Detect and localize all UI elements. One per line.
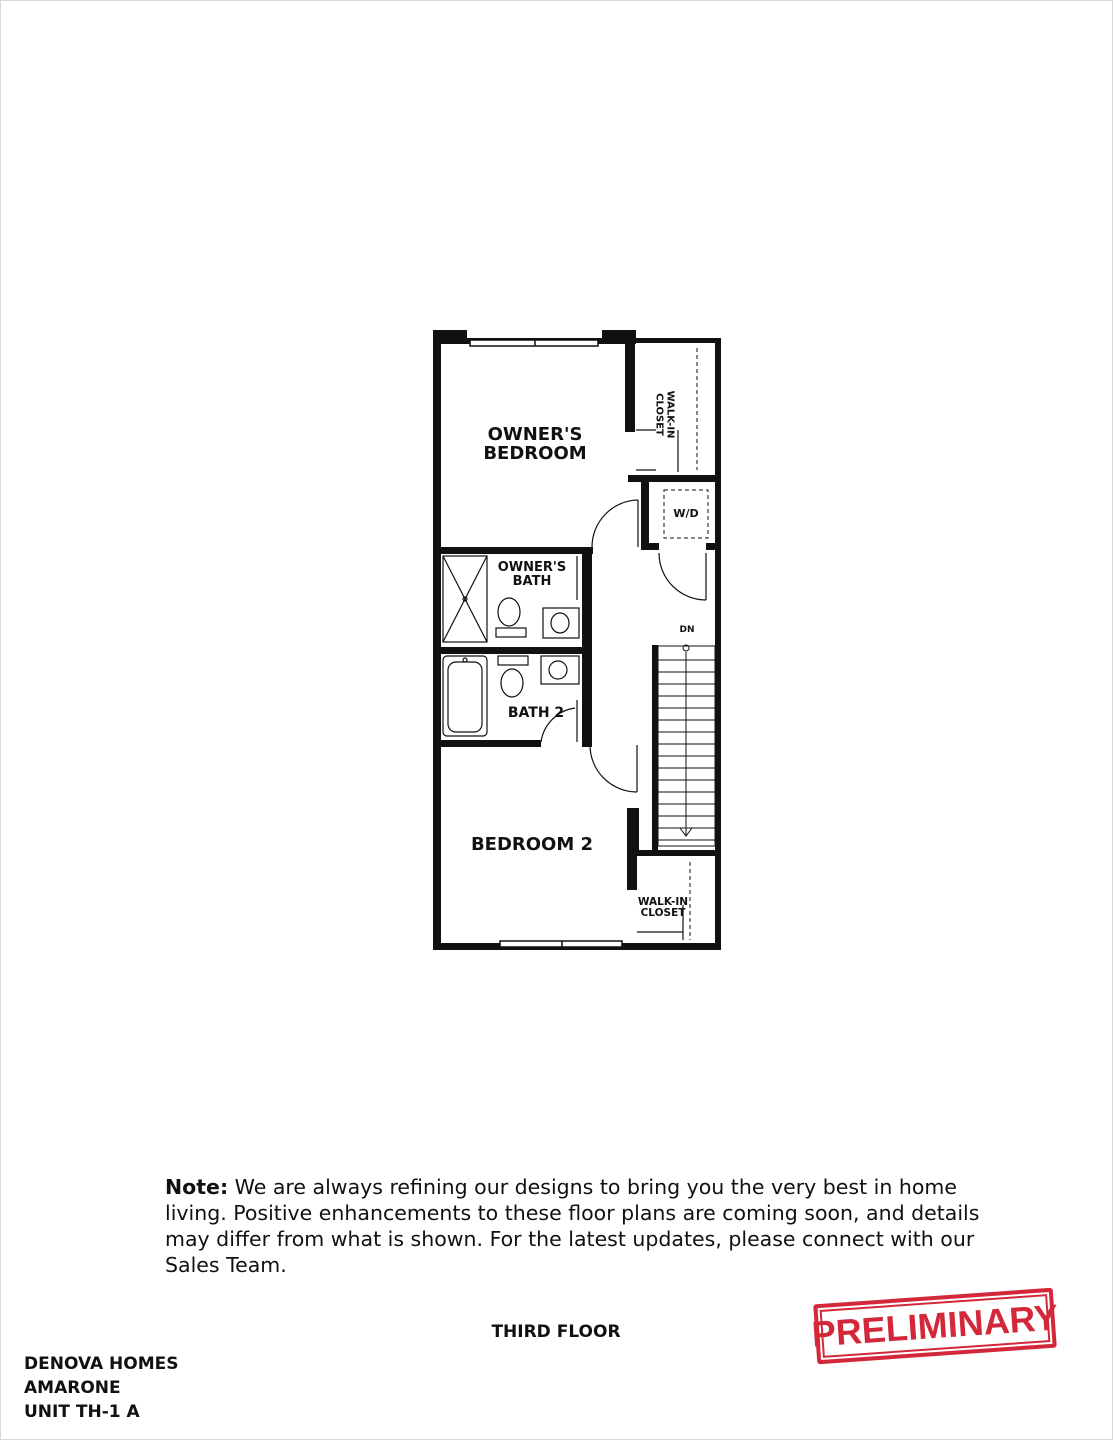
builder-community: AMARONE	[24, 1378, 121, 1398]
builder-info	[24, 1352, 178, 1424]
note-label: Note:	[165, 1175, 229, 1199]
room-label-bath-2: BATH 2	[507, 705, 565, 721]
wall-bath2-bottom	[433, 740, 541, 747]
bath2-fixtures	[443, 656, 579, 736]
wall-top-closet	[628, 338, 720, 343]
room-label-bedroom-2: BEDROOM 2	[470, 834, 594, 855]
window-bottom	[500, 941, 622, 947]
wall-bath-top	[433, 547, 593, 554]
wall-wd-left	[641, 478, 649, 550]
note-text: We are always refining our designs to bring you the very best in home living. Positive enhancements to these floor plans are coming soon, and details may differ from what is shown. For the latest updates, please connect with our Sales Team.	[165, 1175, 980, 1277]
wall-stair-left	[652, 645, 658, 850]
wall-right	[715, 338, 721, 950]
room-label-owners-bedroom: OWNER'S BEDROOM	[483, 424, 587, 464]
owners-bath-fixtures	[496, 598, 579, 638]
walls	[433, 330, 721, 950]
floor-title: THIRD FLOOR	[491, 1322, 621, 1342]
wall-left	[433, 330, 441, 950]
wall-closet2-left	[627, 850, 637, 890]
wall-bath-divider	[433, 647, 591, 654]
shower	[443, 556, 487, 642]
wall-closet-left	[625, 340, 635, 432]
wall-closet2-top	[632, 850, 718, 856]
wall-wd-bottom-left	[641, 543, 659, 550]
room-label-owners-bath: OWNER'S BATH	[497, 560, 567, 589]
builder-unit: UNIT TH-1 A	[24, 1402, 140, 1422]
room-label-wd: W/D	[673, 507, 699, 520]
window-top	[470, 340, 598, 346]
preliminary-stamp: PRELIMINARY	[813, 1288, 1057, 1365]
stair-label-dn: DN	[679, 625, 695, 635]
builder-company: DENOVA HOMES	[24, 1354, 179, 1374]
wall-stair-end	[627, 808, 639, 856]
disclaimer-note	[165, 1174, 995, 1278]
room-label-walk-in-closet-top: WALK-IN CLOSET	[654, 390, 676, 439]
room-label-walk-in-closet-bottom: WALK-IN CLOSET	[637, 896, 689, 920]
stairs	[658, 645, 715, 846]
wall-wd-bottom-right	[706, 543, 718, 550]
